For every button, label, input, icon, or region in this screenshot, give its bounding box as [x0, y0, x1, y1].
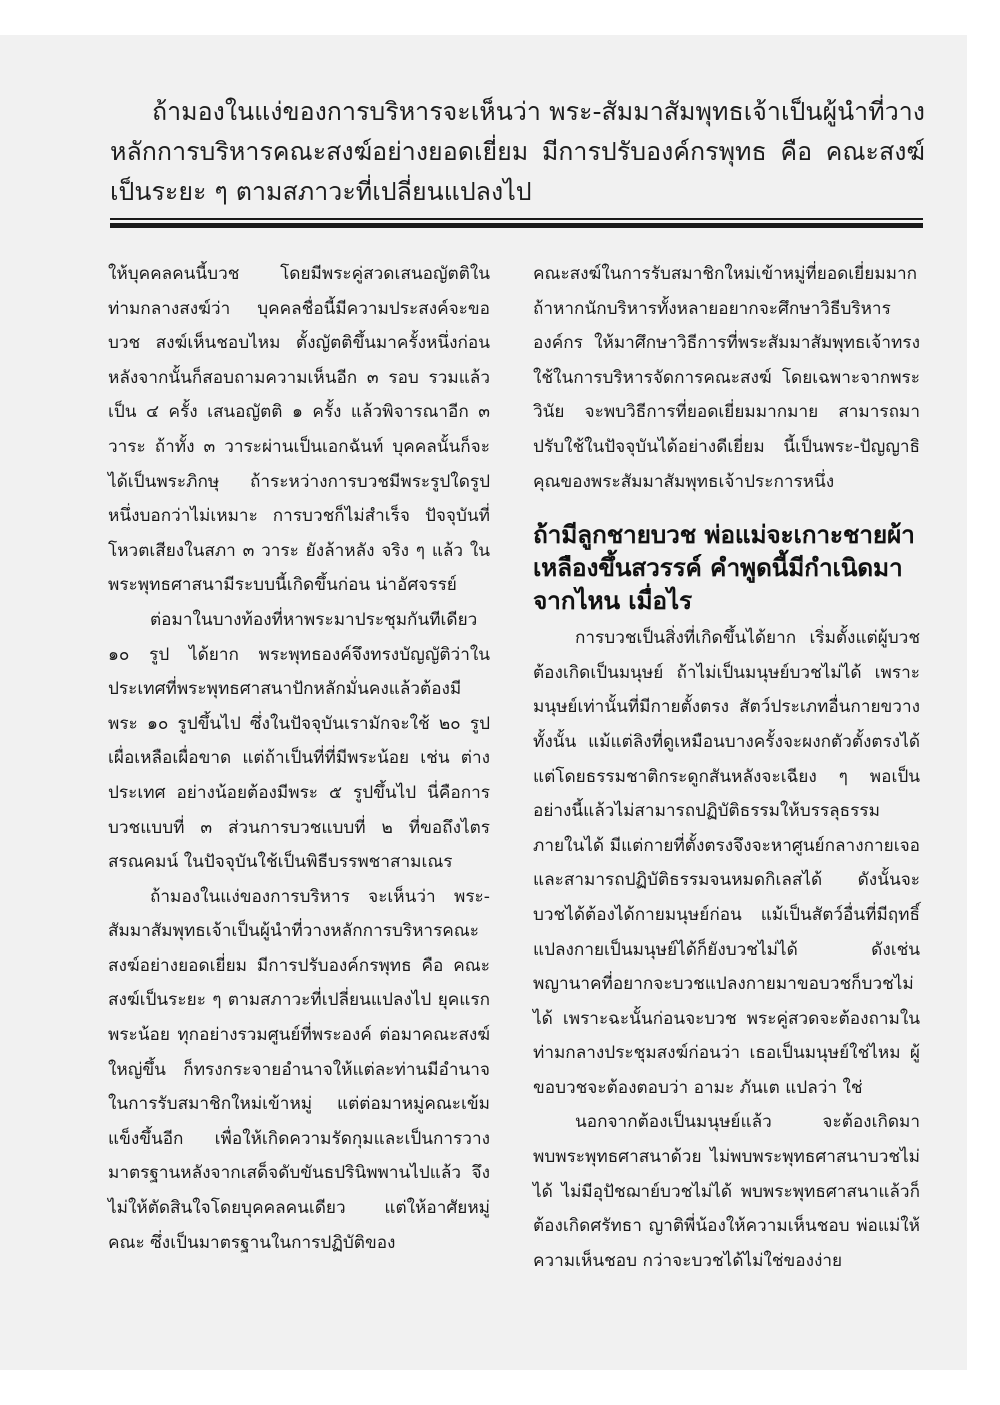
divider-thin: [110, 218, 923, 220]
right-paragraph-1: คณะสงฆ์ในการรับสมาชิกใหม่เข้าหมู่ที่ยอดเยี่ยมมาก ถ้าหากนักบริหารทั้งหลายอยากจะศึกษาวิธีบริหารองค์กร ให้มาศึกษาวิธีการที่พระสัมมาสัมพุทธเจ้าทรงใช้ในการบริหารจัดการคณะสงฆ์ โดยเฉพาะจากพระวินัย จะพบวิธีการที่ยอดเยี่ยมมากมาย สามารถมาปรับใช้ในปัจจุบันได้อย่างดีเยี่ยม นี้เป็นพระ-ปัญญาธิคุณของพระสัมมาสัมพุทธเจ้าประการหนึ่ง: [533, 264, 920, 492]
pull-quote: [110, 92, 925, 212]
left-paragraph-2: ต่อมาในบางท้องที่หาพระมาประชุมกันทีเดียว ๑๐ รูป ได้ยาก พระพุทธองค์จึงทรงบัญญัติว่าในประเทศที่พระพุทธศาสนาปักหลักมั่นคงแล้วต้องมีพระ ๑๐ รูปขึ้นไป ซึ่งในปัจจุบันเรามักจะใช้ ๒๐ รูป เผื่อเหลือเผื่อขาด แต่ถ้าเป็นที่ที่มีพระน้อย เช่น ต่างประเทศ อย่างน้อยต้องมีพระ ๕ รูปขึ้นไป นี่คือการบวชแบบที่ ๓ ส่วนการบวชแบบที่ ๒ ที่ขอถึงไตรสรณคมน์ ในปัจจุบันใช้เป็นพิธีบรรพชาสามเณร: [108, 609, 490, 873]
left-paragraph-3: ถ้ามองในแง่ของการบริหาร จะเห็นว่า พระ-สัมมาสัมพุทธเจ้าเป็นผู้นำที่วางหลักการบริหารคณะสงฆ์อย่างยอดเยี่ยม มีการปรับองค์กรพุทธ คือ คณะสงฆ์เป็นระยะ ๆ ตามสภาวะที่เปลี่ยนแปลงไป ยุคแรกพระน้อย ทุกอย่างรวมศูนย์ที่พระองค์ ต่อมาคณะสงฆ์ใหญ่ขึ้น ก็ทรงกระจายอำนาจให้แต่ละท่านมีอำนาจในการรับสมาชิกใหม่เข้าหมู่ แต่ต่อมาหมู่คณะเข้มแข็งขึ้นอีก เพื่อให้เกิดความรัดกุมและเป็นการวางมาตรฐานหลังจากเสด็จดับขันธปรินิพพานไปแล้ว จึงไม่ให้ตัดสินใจโดยบุคคลคนเดียว แต่ให้อาศัยหมู่คณะ ซึ่งเป็นมาตรฐานในการปฏิบัติของ: [108, 886, 490, 1253]
divider-thick: [110, 223, 923, 228]
pull-quote-text: ถ้ามองในแง่ของการบริหารจะเห็นว่า พระ-สัมมาสัมพุทธเจ้าเป็นผู้นำที่วางหลักการบริหารคณะสงฆ์อย่างยอดเยี่ยม มีการปรับองค์กรพุทธ คือ คณะสงฆ์เป็นระยะ ๆ ตามสภาวะที่เปลี่ยนแปลงไป: [110, 97, 925, 206]
right-column: [533, 257, 920, 1278]
page: [0, 35, 967, 1370]
left-column: [108, 257, 490, 1260]
right-paragraph-2: การบวชเป็นสิ่งที่เกิดขึ้นได้ยาก เริ่มตั้งแต่ผู้บวชต้องเกิดเป็นมนุษย์ ถ้าไม่เป็นมนุษย์บวชไม่ได้ เพราะมนุษย์เท่านั้นที่มีกายตั้งตรง สัตว์ประเภทอื่นกายขวางทั้งนั้น แม้แต่ลิงที่ดูเหมือนบางครั้งจะผงกตัวตั้งตรงได้ แต่โดยธรรมชาติกระดูกสันหลังจะเฉียง ๆ พอเป็นอย่างนี้แล้วไม่สามารถปฏิบัติธรรมให้บรรลุธรรมภายในได้ มีแต่กายที่ตั้งตรงจึงจะหาศูนย์กลางกายเจอ และสามารถปฏิบัติธรรมจนหมดกิเลสได้ ดังนั้นจะบวชได้ต้องได้กายมนุษย์ก่อน แม้เป็นสัตว์อื่นที่มีฤทธิ์แปลงกายเป็นมนุษย์ได้ก็ยังบวชไม่ได้ ดังเช่นพญานาคที่อยากจะบวชแปลงกายมาขอบวชก็บวชไม่ได้ เพราะฉะนั้นก่อนจะบวช พระคู่สวดจะต้องถามในท่ามกลางประชุมสงฆ์ก่อนว่า เธอเป็นมนุษย์ใช่ไหม ผู้ขอบวชจะต้องตอบว่า อามะ ภันเต แปลว่า ใช่: [533, 628, 920, 1098]
right-paragraph-3: นอกจากต้องเป็นมนุษย์แล้ว จะต้องเกิดมาพบพระพุทธศาสนาด้วย ไม่พบพระพุทธศาสนาบวชไม่ได้ ไม่มีอุปัชฌาย์บวชไม่ได้ พบพระพุทธศาสนาแล้วก็ต้องเกิดศรัทธา ญาติพี่น้องให้ความเห็นชอบ พ่อแม่ให้ความเห็นชอบ กว่าจะบวชได้ไม่ใช่ของง่าย: [533, 1112, 920, 1271]
left-paragraph-1: ให้บุคคลคนนี้บวช โดยมีพระคู่สวดเสนอญัตติในท่ามกลางสงฆ์ว่า บุคคลชื่อนี้มีความประสงค์จะขอบวช สงฆ์เห็นชอบไหม ตั้งญัตติขึ้นมาครั้งหนึ่งก่อน หลังจากนั้นก็สอบถามความเห็นอีก ๓ รอบ รวมแล้วเป็น ๔ ครั้ง เสนอญัตติ ๑ ครั้ง แล้วพิจารณาอีก ๓ วาระ ถ้าทั้ง ๓ วาระผ่านเป็นเอกฉันท์ บุคคลนั้นก็จะได้เป็นพระภิกษุ ถ้าระหว่างการบวชมีพระรูปใดรูปหนึ่งบอกว่าไม่เหมาะ การบวชก็ไม่สำเร็จ ปัจจุบันที่โหวตเสียงในสภา ๓ วาระ ยังล้าหลัง จริง ๆ แล้ว ในพระพุทธศาสนามีระบบนี้เกิดขึ้นก่อน น่าอัศจรรย์: [108, 264, 490, 596]
section-heading: ถ้ามีลูกชายบวช พ่อแม่จะเกาะชายผ้าเหลืองขึ้นสวรรค์ คำพูดนี้มีกำเนิดมาจากไหน เมื่อไร: [533, 520, 915, 616]
